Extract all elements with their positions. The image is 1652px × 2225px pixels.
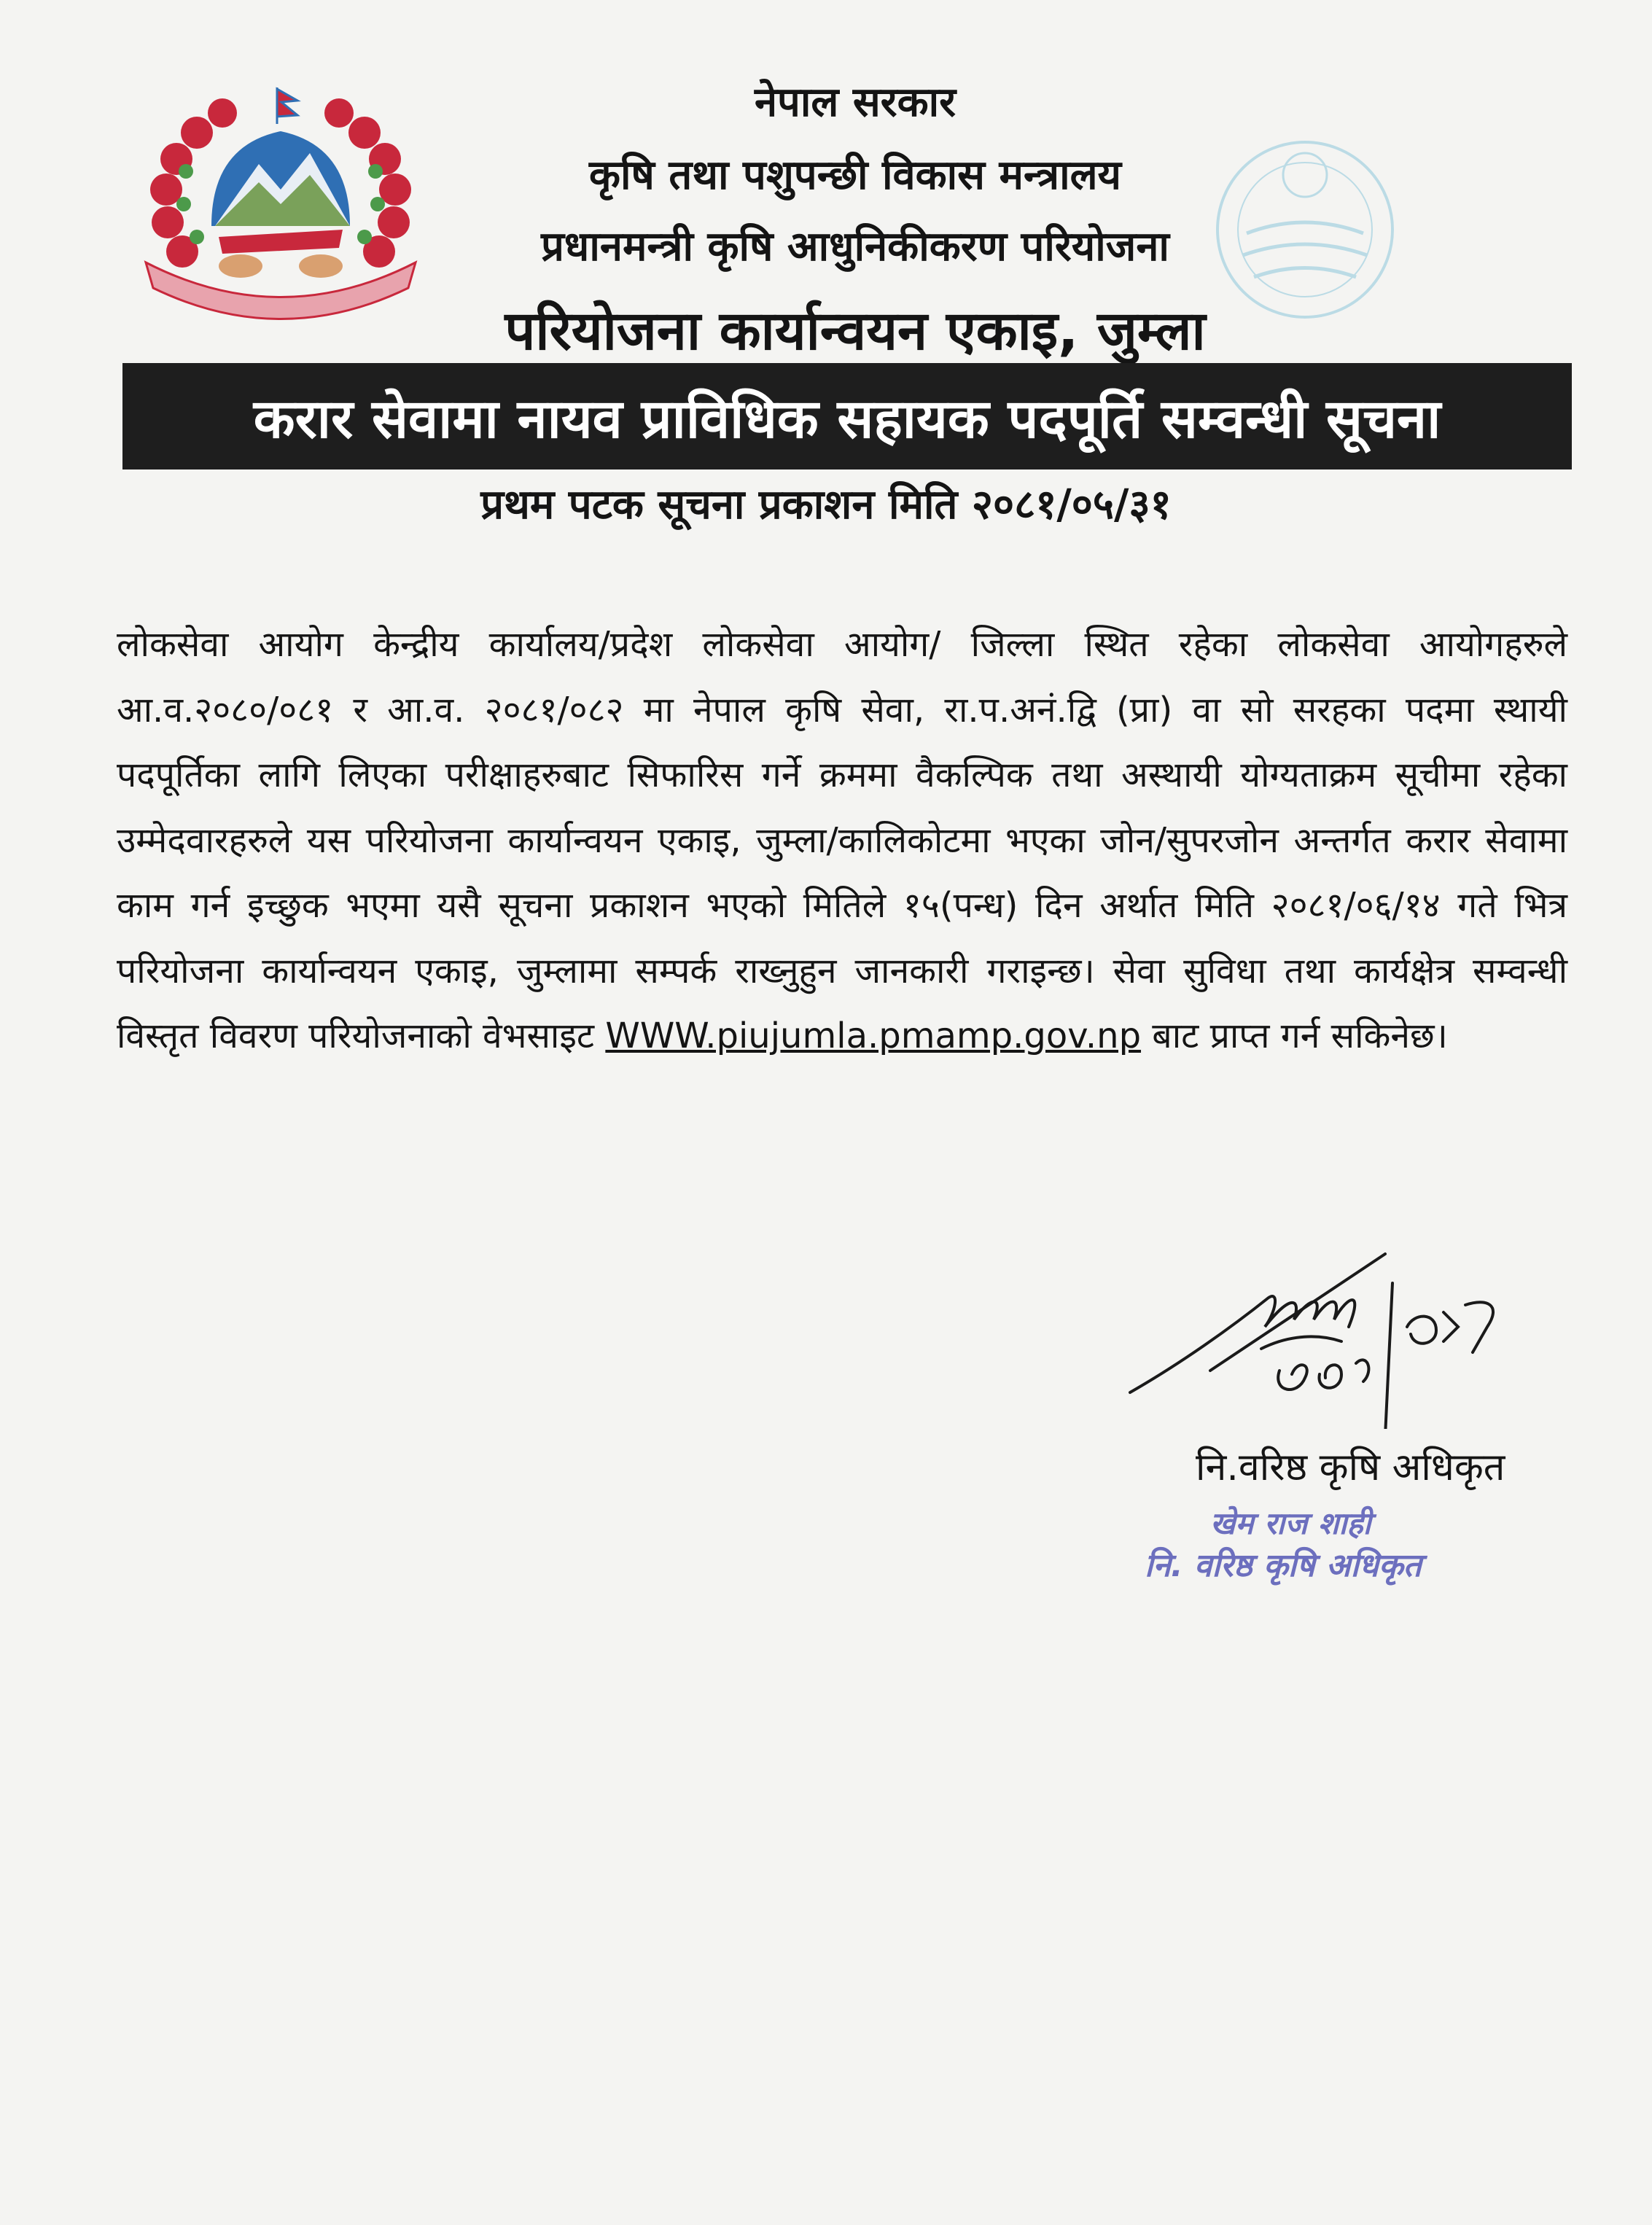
office-seal-icon: [1196, 131, 1414, 328]
publication-date: प्रथम पटक सूचना प्रकाशन मिति २०८१/०५/३१: [480, 481, 1172, 529]
stamp-officer-designation: नि. वरिष्ठ कृषि अधिकृत: [1145, 1547, 1422, 1584]
notice-body-text: लोकसेवा आयोग केन्द्रीय कार्यालय/प्रदेश लोकसेवा आयोग/ जिल्ला स्थित रहेका लोकसेवा आयोगहरुले आ.व.२०८०/०८१ र आ.व. २०८१/०८२ मा नेपाल कृषि सेवा, रा.प.अनं.द्वि (प्रा) वा सो सरहका पदमा स्थायी पदपूर्तिका लागि लिएका परीक्षाहरुबाट सिफारिस गर्ने क्रममा वैकल्पिक तथा अस्थायी योग्यताक्रम सूचीमा रहेका उम्मेदवारहरुले यस परियोजना कार्यान्वयन एकाइ, जुम्ला/कालिकोटमा भएका जोन/सुपरजोन अन्तर्गत करार सेवामा काम गर्न इच्छुक भएमा यसै सूचना प्रकाशन भएको मितिले १५(पन्ध) दिन अर्थात मिति २०८१/०६/१४ गते भित्र परियोजना कार्यान्वयन एकाइ, जुम्लामा सम्पर्क राख्नुहुन जानकारी गराइन्छ। सेवा सुविधा तथा कार्यक्षेत्र सम्वन्धी विस्तृत विवरण परियोजनाको वेभसाइट: [117, 624, 1567, 1056]
handwritten-signature: [1123, 1225, 1531, 1429]
unit-name: परियोजना कार्यान्वयन एकाइ, जुम्ला: [504, 300, 1206, 362]
notice-body-closing: बाट प्राप्त गर्न सकिनेछ।: [1152, 1016, 1448, 1056]
notice-title: करार सेवामा नायव प्राविधिक सहायक पदपूर्ति सम्वन्धी सूचना: [253, 387, 1441, 451]
project-name: प्रधानमन्त्री कृषि आधुनिकीकरण परियोजना: [541, 223, 1169, 270]
government-name: नेपाल सरकार: [754, 79, 956, 126]
stamp-officer-name: खेम राज शाही: [1210, 1505, 1371, 1541]
notice-banner: [122, 363, 1572, 469]
ministry-name: कृषि तथा पशुपन्छी विकास मन्त्रालय: [588, 152, 1122, 199]
notice-body: [117, 612, 1567, 1069]
project-website-link[interactable]: WWW.piujumla.pmamp.gov.np: [605, 1016, 1142, 1056]
signatory-designation: नि.वरिष्ठ कृषि अधिकृत: [1196, 1446, 1505, 1489]
